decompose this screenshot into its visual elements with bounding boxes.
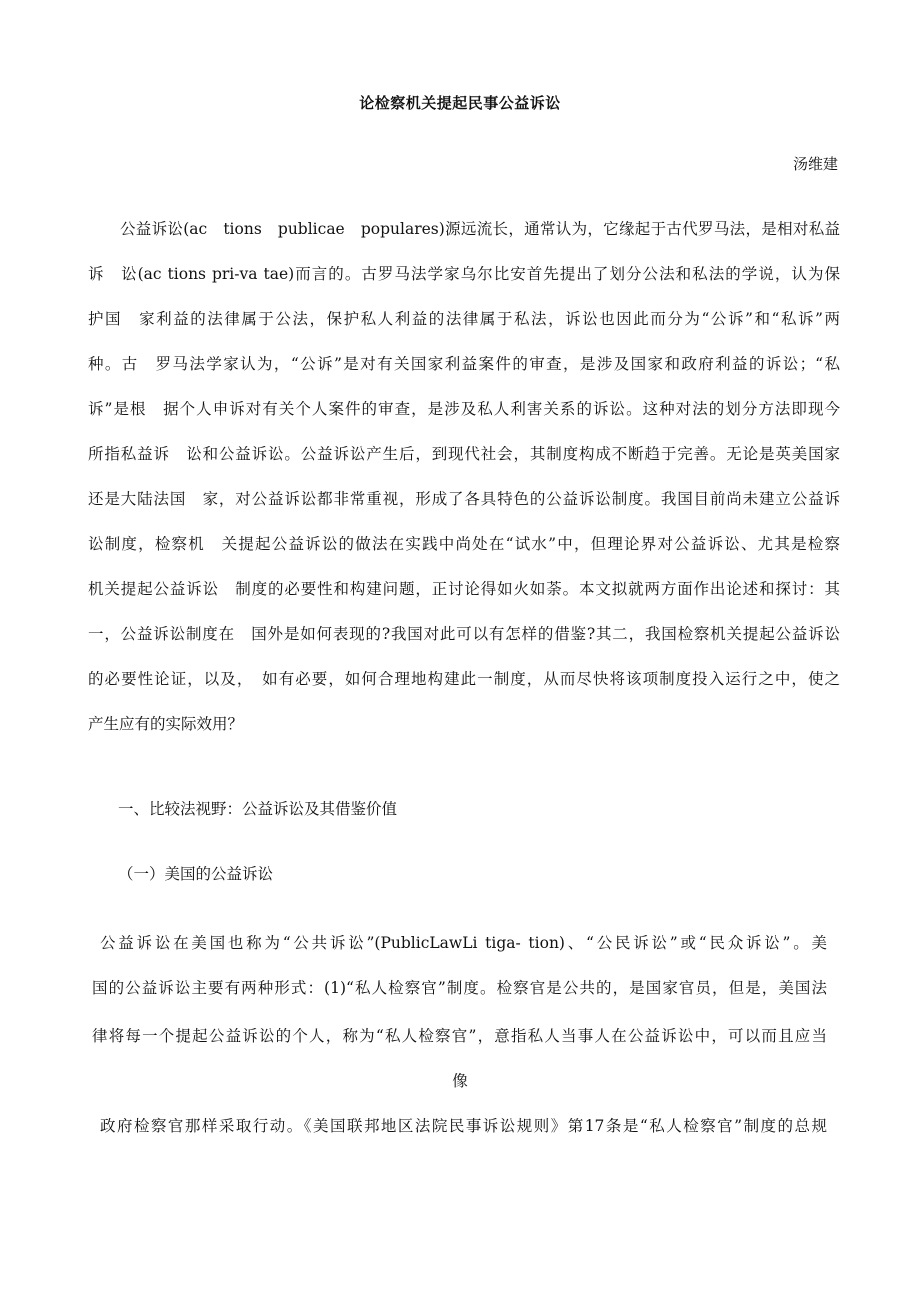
paragraph-line: 的必要性论证，以及， 如有必要，如何合理地构建此一制度，从而尽快将该项制度投入运行之中，使之: [88, 670, 840, 688]
paragraph-line: 政府检察官那样采取行动。《美国联邦地区法院民事诉讼规则》第17条是“私人检察官”制度的总规: [100, 1117, 827, 1135]
orphan-character: 像: [452, 1072, 468, 1090]
author-name: 汤维建: [792, 155, 838, 173]
paragraph-line: 讼制度，检察机 关提起公益诉讼的做法在实践中尚处在“试水”中，但理论界对公益诉讼、尤其是检察: [88, 535, 840, 553]
paragraph-line: 公益诉讼(ac tions publicae populares)源远流长，通常认为，它缘起于古代罗马法，是相对私益: [120, 220, 840, 238]
subsection-heading: （一）美国的公益诉讼: [118, 865, 274, 883]
paragraph-line: 产生应有的实际效用？: [88, 715, 244, 733]
paragraph-line: 护国 家利益的法律属于公法，保护私人利益的法律属于私法，诉讼也因此而分为“公诉”和“私诉”两: [88, 310, 840, 328]
paragraph-line: 还是大陆法国 家，对公益诉讼都非常重视，形成了各具特色的公益诉讼制度。我国目前尚未建立公益诉: [88, 490, 840, 508]
paragraph-line: 诉”是根 据个人申诉对有关个人案件的审查，是涉及私人利害关系的诉讼。这种对法的划分方法即现今: [88, 400, 840, 418]
paragraph-line: 国的公益诉讼主要有两种形式：(1)“私人检察官”制度。检察官是公共的，是国家官员，但是，美国法: [92, 979, 827, 997]
section-heading: 一、比较法视野：公益诉讼及其借鉴价值: [118, 800, 398, 818]
paragraph-line: 律将每一个提起公益诉讼的个人，称为“私人检察官”，意指私人当事人在公益诉讼中，可以而且应当: [92, 1027, 827, 1045]
paragraph-line: 机关提起公益诉讼 制度的必要性和构建问题，正讨论得如火如荼。本文拟就两方面作出论述和探讨：其: [88, 580, 840, 598]
paragraph-line: 所指私益诉 讼和公益诉讼。公益诉讼产生后，到现代社会，其制度构成不断趋于完善。无论是英美国家: [88, 445, 840, 463]
paragraph-line: 诉 讼(ac tions pri-va tae)而言的。古罗马法学家乌尔比安首先提出了划分公法和私法的学说，认为保: [88, 265, 840, 283]
paragraph-line: 种。古 罗马法学家认为，“公诉”是对有关国家利益案件的审查，是涉及国家和政府利益的诉讼；“私: [88, 355, 840, 373]
paragraph-line: 公益诉讼在美国也称为“公共诉讼”(PublicLawLi tiga- tion)、“公民诉讼”或“民众诉讼”。美: [100, 934, 827, 952]
paragraph-line: 一，公益诉讼制度在 国外是如何表现的?我国对此可以有怎样的借鉴?其二，我国检察机关提起公益诉讼: [88, 625, 840, 643]
document-title: 论检察机关提起民事公益诉讼: [359, 94, 561, 112]
